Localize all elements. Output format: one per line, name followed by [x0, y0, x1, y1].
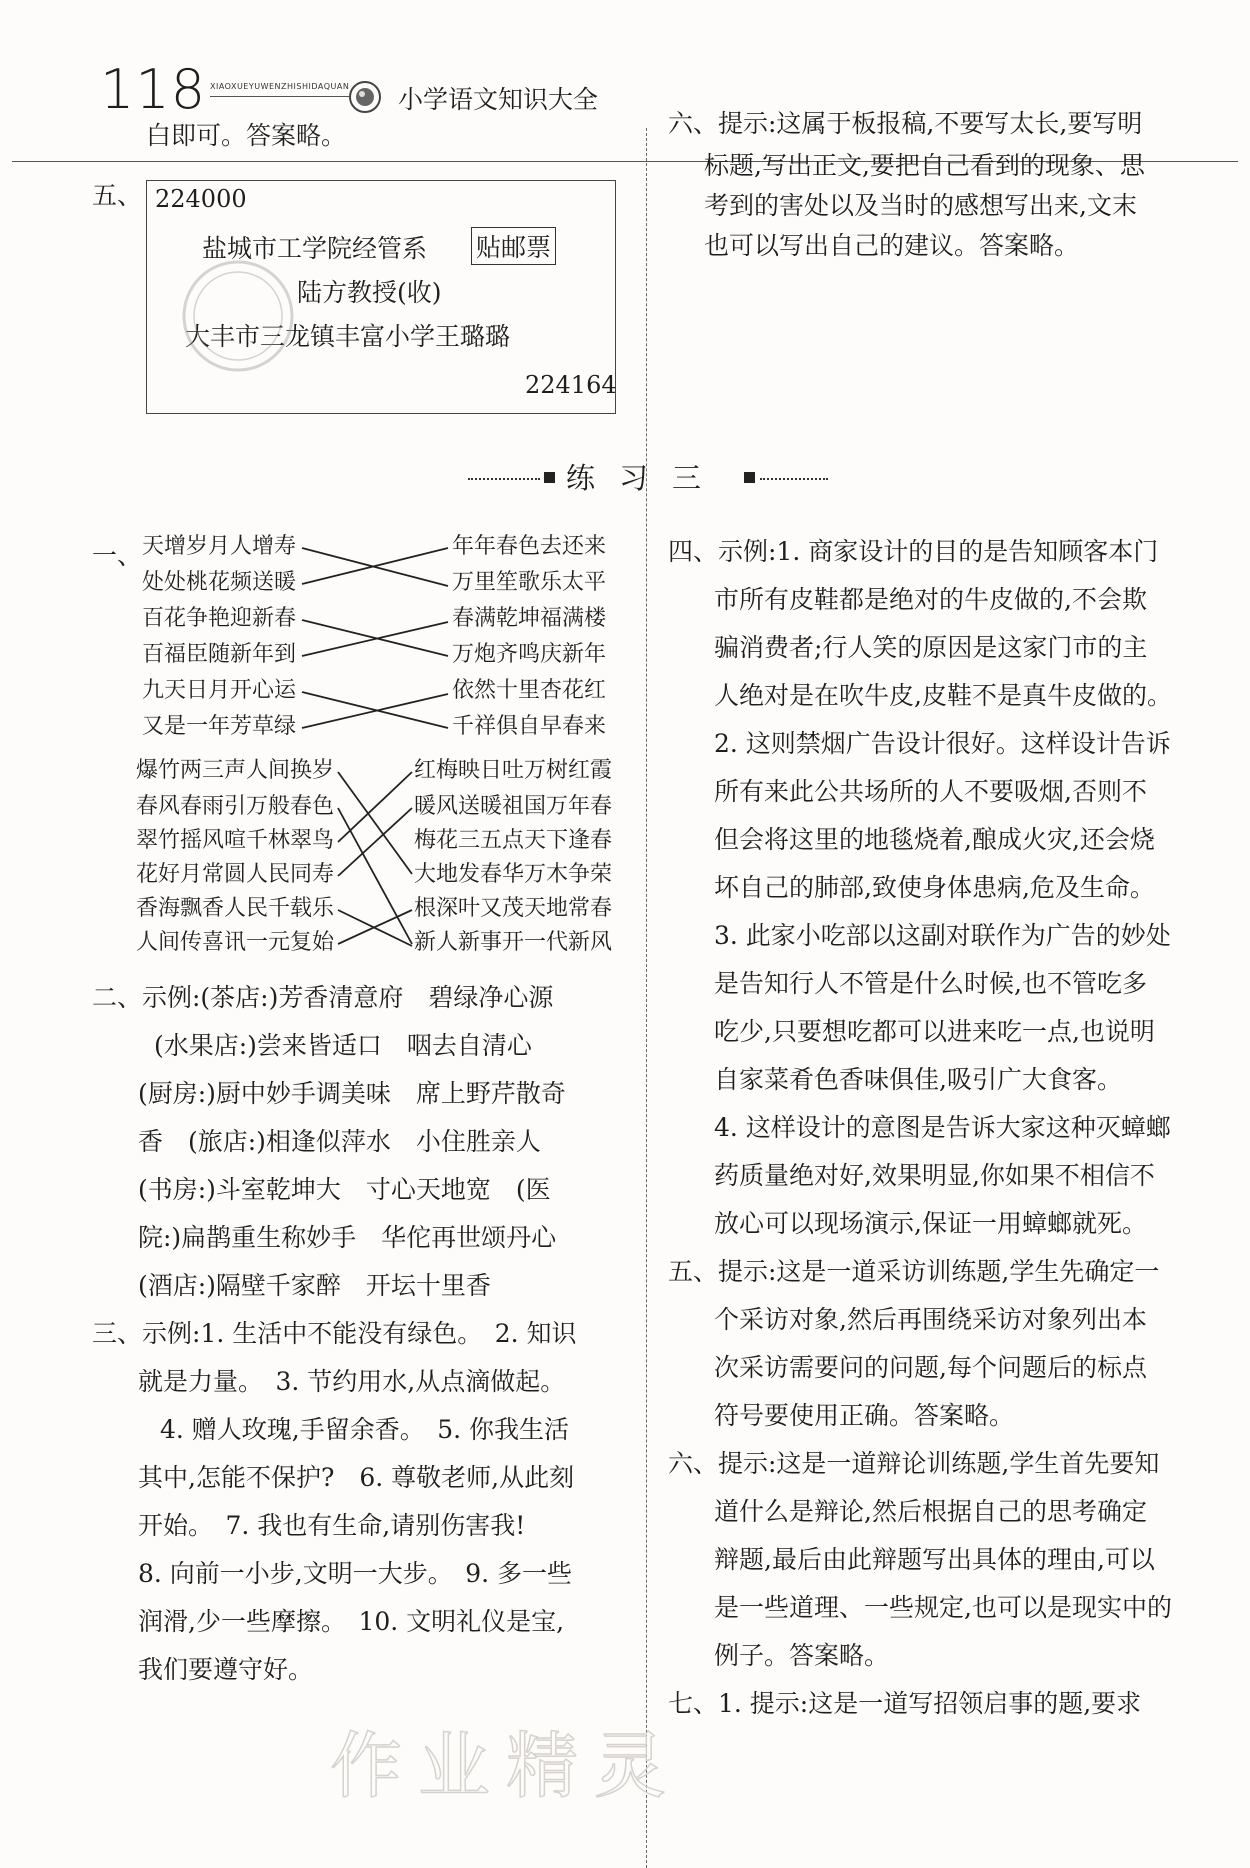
match-line [338, 772, 412, 842]
left-section-line: (书房:)斗室乾坤大 寸心天地宽 (医 [138, 1175, 551, 1204]
book-title: 小学语文知识大全 [398, 85, 599, 114]
match-left-item: 春风春雨引万般春色 [136, 794, 335, 819]
right-section-line: 四、示例:1. 商家设计的目的是告知顾客本门 [668, 537, 1159, 566]
right-section-line: 自家菜肴色香味俱佳,吸引广大食客。 [714, 1065, 1122, 1094]
right-section-line: 例子。答案略。 [714, 1641, 890, 1670]
envelope-sender: 大丰市三龙镇丰富小学王璐璐 [185, 322, 511, 351]
envelope-address: 盐城市工学院经管系 [202, 234, 428, 263]
match-left-item: 人间传喜讯一元复始 [136, 930, 335, 955]
match-right-item: 万炮齐鸣庆新年 [452, 642, 607, 667]
left-top-line: 白即可。答案略。 [146, 121, 347, 150]
right-section-line: 个采访对象,然后再围绕采访对象列出本 [714, 1305, 1147, 1334]
watermark-text: 作业精灵 [330, 1724, 683, 1808]
right-section-line: 放心可以现场演示,保证一用蟑螂就死。 [714, 1209, 1147, 1238]
match-right-item: 春满乾坤福满楼 [452, 606, 607, 631]
match-left-item: 花好月常圆人民同寿 [136, 862, 335, 887]
match-left-item: 百花争艳迎新春 [142, 606, 297, 631]
left-section-line: 香 (旅店:)相逢似萍水 小住胜亲人 [138, 1127, 541, 1156]
left-section-line: 8. 向前一小步,文明一大步。 9. 多一些 [138, 1559, 573, 1588]
right-top-line: 六、提示:这属于板报稿,不要写太长,要写明 [668, 109, 1143, 138]
match-line [338, 808, 412, 944]
match-left-item: 翠竹摇风喧千林翠鸟 [136, 828, 335, 853]
header-pinyin: XIAOXUEYUWENZHISHIDAQUAN [210, 82, 350, 91]
match-right-item: 年年春色去还来 [452, 534, 607, 559]
right-section-line: 骗消费者;行人笑的原因是这家门市的主 [714, 633, 1148, 662]
right-section-line: 次采访需要问的问题,每个问题后的标点 [714, 1353, 1147, 1382]
right-section-line: 是一些道理、一些规定,也可以是现实中的 [714, 1593, 1172, 1622]
left-section-line: 我们要遵守好。 [138, 1655, 314, 1684]
right-section-line: 所有来此公共场所的人不要吸烟,否则不 [714, 777, 1147, 806]
right-section-line: 道什么是辩论,然后根据自己的思考确定 [714, 1497, 1147, 1526]
practice-label: 练习三 [566, 461, 726, 495]
right-section-line: 人绝对是在吹牛皮,皮鞋不是真牛皮做的。 [714, 681, 1172, 710]
match-left-item: 处处桃花频送暖 [142, 570, 297, 595]
match-line [338, 808, 412, 876]
q1-label: 一、 [92, 541, 143, 570]
right-section-line: 2. 这则禁烟广告设计很好。这样设计告诉 [714, 729, 1171, 758]
left-section-line: 就是力量。 3. 节约用水,从点滴做起。 [138, 1367, 566, 1396]
left-section-line: 开始。 7. 我也有生命,请别伤害我! [138, 1511, 526, 1540]
match-right-item: 根深叶又茂天地常春 [414, 896, 613, 921]
page-number: 118 [100, 58, 207, 121]
match-left-item: 天增岁月人增寿 [142, 534, 297, 559]
right-section-line: 五、提示:这是一道采访训练题,学生先确定一 [668, 1257, 1160, 1286]
left-section-line: 4. 赠人玫瑰,手留余香。 5. 你我生活 [160, 1415, 570, 1444]
match-right-item: 红梅映日吐万树红霞 [414, 758, 613, 783]
match-right-item: 梅花三五点天下逢春 [414, 828, 613, 853]
right-section-line: 七、1. 提示:这是一道写招领启事的题,要求 [668, 1689, 1142, 1718]
right-section-line: 辩题,最后由此辩题写出具体的理由,可以 [714, 1545, 1155, 1574]
left-section-line: 润滑,少一些摩擦。 10. 文明礼仪是宝, [138, 1607, 565, 1636]
right-section-line: 坏自己的肺部,致使身体患病,危及生命。 [714, 873, 1155, 902]
right-top-line: 标题,写出正文,要把自己看到的现象、思 [704, 151, 1145, 180]
match-right-item: 千祥俱自早春来 [452, 714, 607, 739]
left-section-line: (酒店:)隔壁千家醉 开坛十里香 [138, 1271, 491, 1300]
right-section-line: 吃少,只要想吃都可以进来吃一点,也说明 [714, 1017, 1155, 1046]
match-right-item: 大地发春华万木争荣 [414, 862, 613, 887]
match-left-item: 香海飘香人民千载乐 [136, 896, 335, 921]
match-right-item: 万里笙歌乐太平 [452, 570, 607, 595]
match-right-item: 新人新事开一代新风 [414, 930, 613, 955]
envelope-stamp-box: 贴邮票 [471, 227, 556, 265]
right-section-line: 六、提示:这是一道辩论训练题,学生首先要知 [668, 1449, 1160, 1478]
match-right-item: 依然十里杏花红 [452, 678, 607, 703]
match-line [338, 772, 412, 874]
match-left-item: 爆竹两三声人间换岁 [136, 758, 335, 783]
match-right-item: 暖风送暖祖国万年春 [414, 794, 613, 819]
left-section-line: (厨房:)厨中妙手调美味 席上野芹散奇 [138, 1079, 566, 1108]
envelope-recipient: 陆方教授(收) [297, 278, 442, 307]
envelope-postcode-from: 224164 [525, 371, 617, 399]
right-section-line: 药质量绝对好,效果明显,你如果不相信不 [714, 1161, 1155, 1190]
match-left-item: 百福臣随新年到 [142, 642, 297, 667]
envelope-postcode-to: 224000 [155, 185, 247, 213]
left-section-line: 院:)扁鹊重生称妙手 华佗再世颂丹心 [138, 1223, 557, 1252]
right-section-line: 是告知行人不管是什么时候,也不管吃多 [714, 969, 1147, 998]
right-section-line: 市所有皮鞋都是绝对的牛皮做的,不会欺 [714, 585, 1147, 614]
right-section-line: 3. 此家小吃部以这副对联作为广告的妙处 [714, 921, 1171, 950]
match-left-item: 九天日月开心运 [142, 678, 297, 703]
right-top-line: 考到的害处以及当时的感想写出来,文末 [704, 191, 1137, 220]
match-left-item: 又是一年芳草绿 [142, 714, 297, 739]
left-section-line: 二、示例:(茶店:)芳香清意府 碧绿净心源 [92, 983, 554, 1012]
right-top-line: 也可以写出自己的建议。答案略。 [704, 231, 1080, 260]
q5-label: 五、 [92, 181, 143, 210]
right-section-line: 但会将这里的地毯烧着,酿成火灾,还会烧 [714, 825, 1155, 854]
left-section-line: 其中,怎能不保护? 6. 尊敬老师,从此刻 [138, 1463, 575, 1492]
left-section-line: (水果店:)尝来皆适口 咽去自清心 [154, 1031, 532, 1060]
right-section-line: 符号要使用正确。答案略。 [714, 1401, 1015, 1430]
right-section-line: 4. 这样设计的意图是告诉大家这种灭蟑螂 [714, 1113, 1171, 1142]
left-section-line: 三、示例:1. 生活中不能没有绿色。 2. 知识 [92, 1319, 577, 1348]
